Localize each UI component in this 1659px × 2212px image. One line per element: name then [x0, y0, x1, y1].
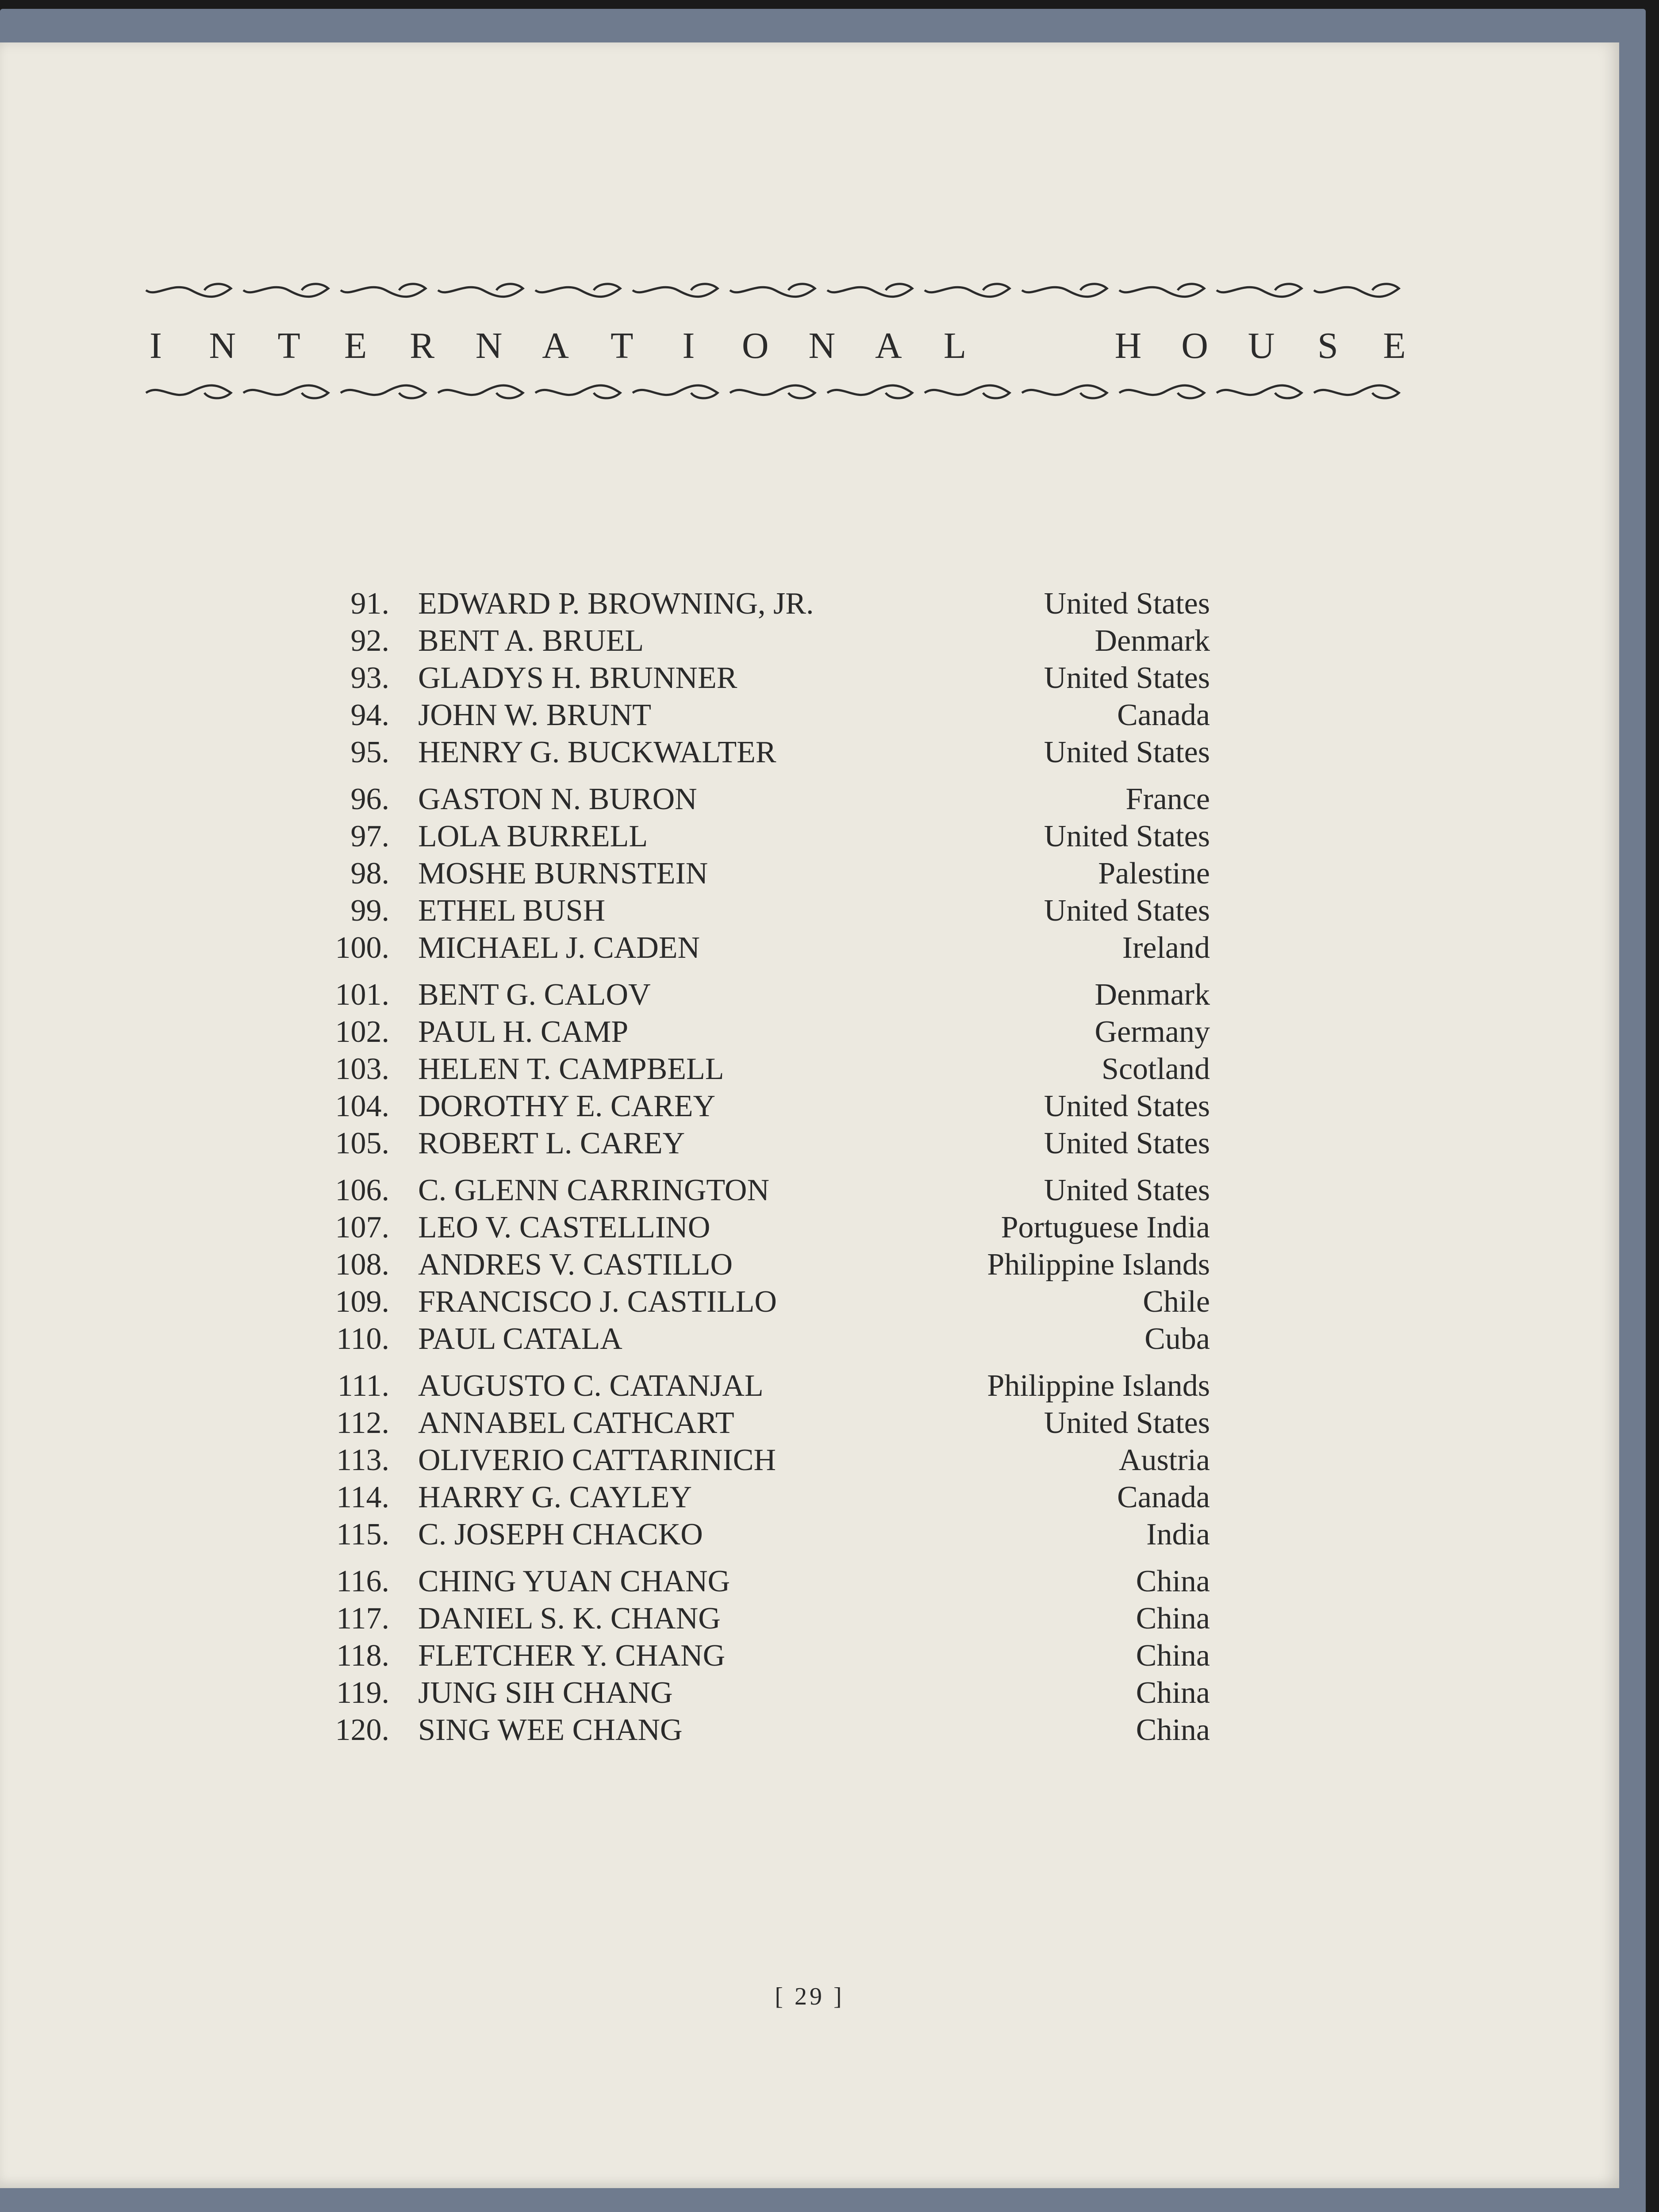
member-country: United States	[1044, 1406, 1210, 1440]
member-name: PAUL CATALA	[418, 1322, 622, 1356]
roster-row	[0, 1674, 1619, 1713]
roster-row	[0, 1320, 1619, 1359]
member-country: United States	[1044, 1126, 1210, 1160]
member-name: GASTON N. BURON	[418, 782, 697, 816]
entry-number: 94.	[350, 698, 389, 732]
roster-row	[0, 929, 1619, 968]
member-name: JOHN W. BRUNT	[418, 698, 652, 732]
entry-number: 110.	[336, 1322, 389, 1356]
entry-number: 101.	[335, 978, 389, 1012]
title-letter: S	[1317, 325, 1338, 366]
member-country: France	[1125, 782, 1210, 816]
member-country: Chile	[1143, 1285, 1210, 1319]
roster-row	[0, 696, 1619, 735]
member-country: Portuguese India	[1001, 1210, 1210, 1244]
scroll-flourish	[146, 284, 231, 297]
member-name: C. JOSEPH CHACKO	[418, 1517, 703, 1551]
scroll-flourish	[243, 284, 328, 297]
roster-row	[0, 1515, 1619, 1554]
member-name: HARRY G. CAYLEY	[418, 1480, 692, 1514]
member-name: ROBERT L. CAREY	[418, 1126, 685, 1160]
member-name: EDWARD P. BROWNING, JR.	[418, 587, 814, 621]
entry-number: 120.	[335, 1713, 389, 1747]
title-letter: I	[682, 325, 695, 366]
member-name: MOSHE BURNSTEIN	[418, 856, 708, 891]
scroll-flourish	[730, 385, 815, 398]
scroll-flourish	[1314, 385, 1399, 398]
roster-row	[0, 854, 1619, 893]
member-name: FLETCHER Y. CHANG	[418, 1639, 726, 1673]
title-letter: T	[277, 325, 300, 366]
scroll-flourish	[827, 385, 912, 398]
member-country: United States	[1044, 1173, 1210, 1207]
scroll-flourish	[1217, 385, 1302, 398]
member-name: AUGUSTO C. CATANJAL	[418, 1369, 764, 1403]
title-letter: O	[1181, 325, 1208, 366]
scroll-flourish	[341, 284, 426, 297]
scroll-flourish	[925, 385, 1010, 398]
member-name: DANIEL S. K. CHANG	[418, 1601, 721, 1636]
entry-number: 106.	[335, 1173, 389, 1207]
member-country: China	[1136, 1639, 1210, 1673]
roster-row	[0, 817, 1619, 856]
scroll-flourish	[827, 284, 912, 297]
title-letter: I	[150, 325, 162, 366]
title-letter: E	[1383, 325, 1406, 366]
scroll-flourish	[1119, 385, 1204, 398]
member-country: United States	[1044, 735, 1210, 769]
member-country: Austria	[1118, 1443, 1210, 1477]
bottom-scroll-ornament	[142, 380, 1408, 404]
scroll-flourish	[633, 385, 718, 398]
page-number: [ 29 ]	[775, 1983, 845, 2010]
scroll-flourish	[438, 385, 523, 398]
member-name: ANDRES V. CASTILLO	[418, 1248, 733, 1282]
member-country: Scotland	[1102, 1052, 1210, 1086]
scroll-flourish	[1022, 385, 1107, 398]
roster-row	[0, 1562, 1619, 1601]
member-country: China	[1136, 1676, 1210, 1710]
member-country: China	[1136, 1564, 1210, 1598]
title-letter: T	[611, 325, 634, 366]
scroll-flourish	[1217, 284, 1302, 297]
scroll-flourish	[1314, 284, 1399, 297]
member-name: BENT A. BRUEL	[418, 624, 644, 658]
entry-number: 91.	[350, 587, 389, 621]
member-country: United States	[1044, 894, 1210, 928]
scroll-flourish	[535, 284, 620, 297]
member-name: GLADYS H. BRUNNER	[418, 661, 737, 695]
roster-row	[0, 1171, 1619, 1210]
roster-row	[0, 1478, 1619, 1517]
scroll-flourish	[146, 385, 231, 398]
title-letter: H	[1114, 325, 1142, 366]
member-country: United States	[1044, 1089, 1210, 1123]
title-letter: A	[542, 325, 569, 366]
entry-number: 113.	[336, 1443, 389, 1477]
entry-number: 108.	[335, 1248, 389, 1282]
member-country: Canada	[1117, 698, 1210, 732]
scroll-flourish	[1119, 284, 1204, 297]
roster-row	[0, 1124, 1619, 1163]
member-country: United States	[1044, 587, 1210, 621]
title-letter: N	[209, 325, 236, 366]
entry-number: 93.	[350, 661, 389, 695]
member-country: Germany	[1094, 1015, 1210, 1049]
member-country: Ireland	[1122, 931, 1210, 965]
scroll-flourish	[730, 284, 815, 297]
entry-number: 119.	[336, 1676, 389, 1710]
member-name: C. GLENN CARRINGTON	[418, 1173, 769, 1207]
roster-row	[0, 1013, 1619, 1052]
roster-row	[0, 1087, 1619, 1126]
member-name: LEO V. CASTELLINO	[418, 1210, 710, 1244]
member-name: BENT G. CALOV	[418, 978, 651, 1012]
member-country: Palestine	[1098, 856, 1210, 891]
entry-number: 105.	[335, 1126, 389, 1160]
entry-number: 103.	[335, 1052, 389, 1086]
top-scroll-ornament	[142, 277, 1408, 302]
member-name: DOROTHY E. CAREY	[418, 1089, 716, 1123]
member-country: United States	[1044, 819, 1210, 853]
entry-number: 104.	[335, 1089, 389, 1123]
entry-number: 92.	[350, 624, 389, 658]
roster-row	[0, 1208, 1619, 1247]
title-letter: U	[1248, 325, 1275, 366]
scroll-flourish	[243, 385, 328, 398]
roster-row	[0, 1245, 1619, 1284]
member-country: Philippine Islands	[987, 1369, 1210, 1403]
book-page	[0, 42, 1619, 2188]
roster-row	[0, 1636, 1619, 1675]
member-country: China	[1136, 1601, 1210, 1636]
entry-number: 98.	[350, 856, 389, 891]
page-title	[142, 317, 1408, 374]
roster-row	[0, 1367, 1619, 1406]
roster-row	[0, 1050, 1619, 1089]
entry-number: 111.	[337, 1369, 389, 1403]
member-country: Cuba	[1144, 1322, 1210, 1356]
entry-number: 115.	[336, 1517, 389, 1551]
title-letter: O	[741, 325, 769, 366]
member-country: Canada	[1117, 1480, 1210, 1514]
member-country: Denmark	[1094, 978, 1210, 1012]
entry-number: 97.	[350, 819, 389, 853]
member-name: PAUL H. CAMP	[418, 1015, 629, 1049]
entry-number: 112.	[336, 1406, 389, 1440]
roster-row	[0, 780, 1619, 819]
roster-row	[0, 1599, 1619, 1638]
member-name: LOLA BURRELL	[418, 819, 648, 853]
entry-number: 102.	[335, 1015, 389, 1049]
entry-number: 99.	[350, 894, 389, 928]
member-name: JUNG SIH CHANG	[418, 1676, 673, 1710]
title-letter: A	[875, 325, 902, 366]
roster-row	[0, 1283, 1619, 1321]
entry-number: 117.	[336, 1601, 389, 1636]
entry-number: 114.	[336, 1480, 389, 1514]
roster-row	[0, 659, 1619, 698]
scroll-flourish	[925, 284, 1010, 297]
title-letter: E	[344, 325, 367, 366]
member-name: HELEN T. CAMPBELL	[418, 1052, 724, 1086]
roster-row	[0, 891, 1619, 930]
roster-row	[0, 733, 1619, 772]
entry-number: 95.	[350, 735, 389, 769]
member-name: ETHEL BUSH	[418, 894, 606, 928]
scroll-flourish	[535, 385, 620, 398]
scroll-flourish	[341, 385, 426, 398]
title-letter: L	[943, 325, 967, 366]
member-country: Philippine Islands	[987, 1248, 1210, 1282]
member-country: United States	[1044, 661, 1210, 695]
member-name: OLIVERIO CATTARINICH	[418, 1443, 776, 1477]
entry-number: 116.	[336, 1564, 389, 1598]
scroll-flourish	[1022, 284, 1107, 297]
member-name: MICHAEL J. CADEN	[418, 931, 700, 965]
entry-number: 96.	[350, 782, 389, 816]
entry-number: 100.	[335, 931, 389, 965]
entry-number: 109.	[335, 1285, 389, 1319]
scroll-flourish	[438, 284, 523, 297]
member-country: Denmark	[1094, 624, 1210, 658]
entry-number: 118.	[336, 1639, 389, 1673]
roster-row	[0, 975, 1619, 1014]
entry-number: 107.	[335, 1210, 389, 1244]
member-name: FRANCISCO J. CASTILLO	[418, 1285, 777, 1319]
member-name: CHING YUAN CHANG	[418, 1564, 730, 1598]
title-letter: N	[808, 325, 836, 366]
member-name: ANNABEL CATHCART	[418, 1406, 734, 1440]
scroll-flourish	[633, 284, 718, 297]
roster-row	[0, 1441, 1619, 1480]
member-country: India	[1146, 1517, 1210, 1551]
member-name: HENRY G. BUCKWALTER	[418, 735, 776, 769]
member-name: SING WEE CHANG	[418, 1713, 683, 1747]
roster-row	[0, 622, 1619, 661]
member-country: China	[1136, 1713, 1210, 1747]
title-letter: R	[410, 325, 435, 366]
roster-row	[0, 1711, 1619, 1750]
roster-row	[0, 1404, 1619, 1443]
title-letter: N	[475, 325, 503, 366]
roster-row	[0, 584, 1619, 623]
